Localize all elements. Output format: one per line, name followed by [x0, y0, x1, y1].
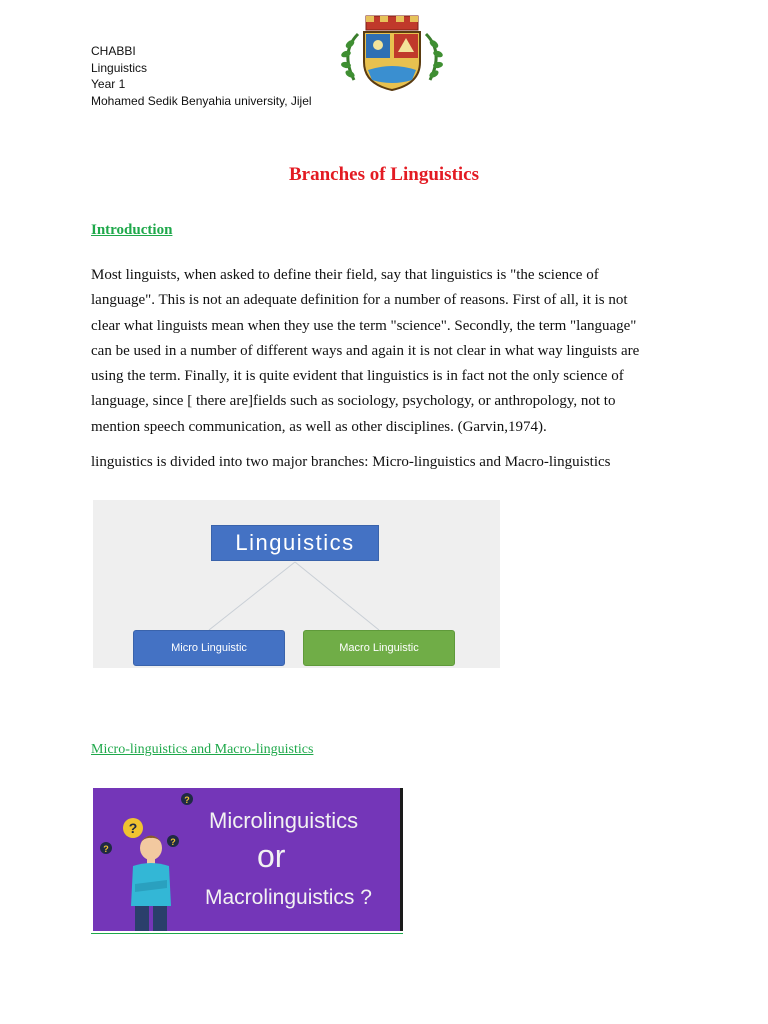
branches-sentence: linguistics is divided into two major branches: Micro-linguistics and Macro-linguistics — [91, 454, 611, 470]
svg-text:?: ? — [170, 837, 176, 847]
micro-macro-heading: Micro-linguistics and Macro-linguistics — [91, 742, 314, 757]
paragraph-line: can be used in a number of different ways and again it is not clear in what way linguists are — [91, 342, 640, 359]
paragraph-line: using the term. Finally, it is quite evident that linguistics is in fact not the only science of — [91, 368, 624, 385]
banner-edge — [400, 788, 403, 931]
introduction-paragraph — [91, 263, 671, 440]
paragraph-line: Most linguists, when asked to define their field, say that linguistics is "the science of — [91, 267, 599, 283]
diagram-node-linguistics: Linguistics — [211, 525, 379, 561]
introduction-heading: Introduction — [91, 222, 173, 238]
paragraph-line: clear what linguists mean when they use the term "science". Secondly, the term "language" — [91, 317, 637, 334]
banner-underline — [91, 933, 403, 934]
diagram-node-macro-linguistic: Macro Linguistic — [303, 630, 455, 666]
document-title: Branches of Linguistics — [288, 164, 480, 185]
subject-name: Linguistics — [91, 60, 148, 75]
banner-text-microlinguistics: Microlinguistics — [209, 808, 359, 833]
year-label: Year 1 — [91, 77, 126, 91]
micro-or-macro-banner — [93, 788, 403, 931]
author-name: CHABBI — [91, 44, 136, 58]
diagram-node-micro-linguistic: Micro Linguistic — [133, 630, 285, 666]
paragraph-line: mention speech communication, as well as other disciplines. (Garvin,1974). — [91, 418, 547, 435]
svg-text:?: ? — [103, 844, 109, 854]
university-name: Mohamed Sedik Benyahia university, Jijel — [91, 93, 312, 108]
svg-text:?: ? — [184, 795, 190, 805]
svg-text:?: ? — [128, 820, 138, 836]
paragraph-line: language". This is not an adequate definition for a number of reasons. First of all, it is not — [91, 292, 628, 309]
paragraph-line: language, since [ there are]fields such as sociology, psychology, or anthropology, not to — [91, 393, 616, 410]
document-header — [91, 43, 312, 109]
university-crest-logo — [336, 14, 448, 92]
banner-text-macrolinguistics: Macrolinguistics ? — [205, 886, 372, 909]
banner-text-or: or — [257, 838, 286, 874]
branches-diagram — [93, 500, 500, 668]
